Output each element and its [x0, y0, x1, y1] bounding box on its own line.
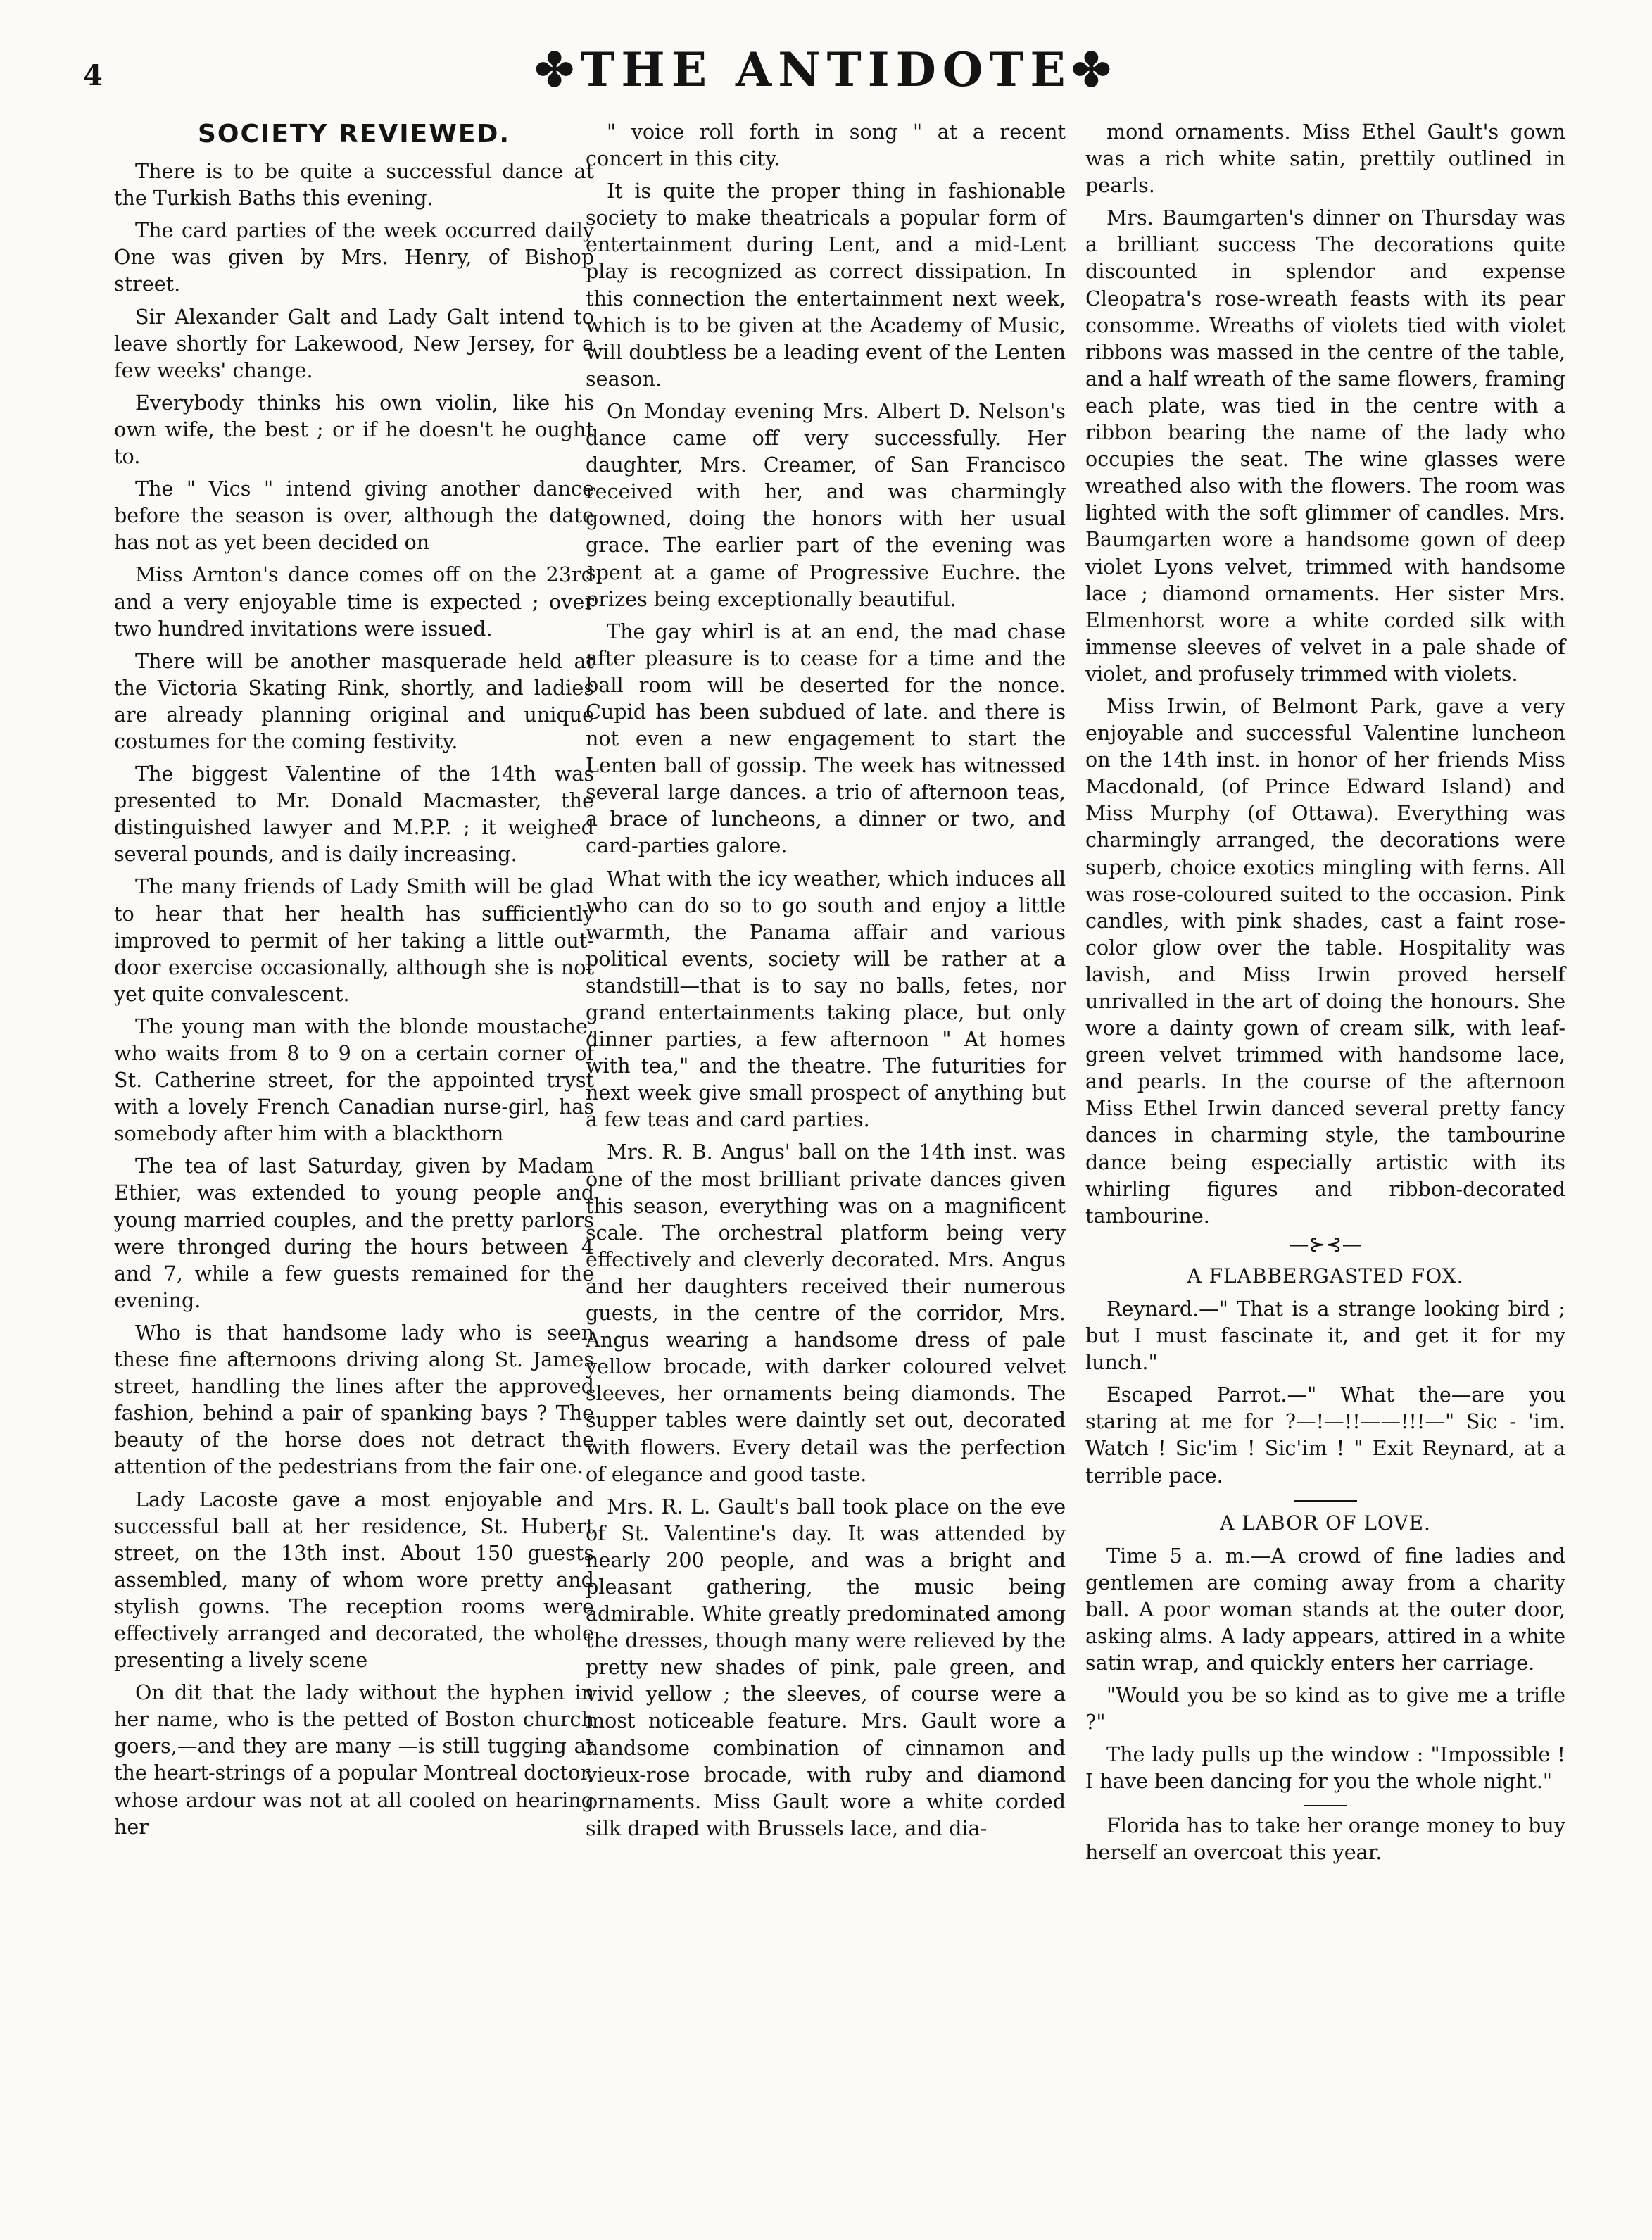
ornament-divider: —⊱⊰—: [1289, 1232, 1362, 1256]
closing-paragraph: Florida has to take her orange money to buy herself an overcoat this year.: [1085, 1813, 1565, 1864]
page-number: 4: [83, 59, 103, 92]
paragraph: It is quite the proper thing in fashionable society to make theatricals a popular form of entertainment during Lent, and a mid-Lent play is recognized as correct dissipation. In this connection the entertainment next week, which is to be given at the Academy of Music, will doubtless be a leading event of the Lenten season.: [586, 179, 1066, 391]
paragraph: mond ornaments. Miss Ethel Gault's gown was a rich white satin, prettily outlined in pearls.: [1085, 120, 1565, 198]
paragraph: " voice roll forth in song " at a recent concert in this city.: [586, 120, 1066, 171]
paragraph: The card parties of the week occurred daily One was given by Mrs. Henry, of Bishop street.: [114, 218, 594, 296]
paragraph: What with the icy weather, which induces all who can do so to go south and enjoy a little warmth, the Panama affair and various political events, society will be rather at a standstill—that is to say no balls, fetes, nor grand entertainments taking place, but only dinner parties, a few afternoon " At homes with tea," and the theatre. The futurities for next week give small prospect of anything but a few teas and card parties.: [586, 866, 1066, 1132]
paragraph: Time 5 a. m.—A crowd of fine ladies and gentlemen are coming away from a charity ball. A poor woman stands at the outer door, asking alms. A lady appears, attired in a white satin wrap, and quickly enters her carriage.: [1085, 1543, 1565, 1675]
paragraph: The lady pulls up the window : "Impossible ! I have been dancing for you the whole night.": [1085, 1742, 1565, 1794]
paragraph: Reynard.—" That is a strange looking bird ; but I must fascinate it, and get it for my lunch.": [1085, 1296, 1565, 1375]
column-3-body: [1085, 118, 1565, 1229]
column-2-body: [586, 118, 1066, 1842]
paragraph: "Would you be so kind as to give me a trifle ?": [1085, 1683, 1565, 1735]
paragraph: The many friends of Lady Smith will be glad to hear that her health has sufficiently improved to permit of her taking a little out-door exercise occasionally, although she is not yet quite convalescent.: [114, 874, 594, 1006]
paragraph: Miss Arnton's dance comes off on the 23rd and a very enjoyable time is expected ; over two hundred invitations were issued.: [114, 562, 594, 641]
paragraph: Who is that handsome lady who is seen these fine afternoons driving along St. James street, handling the lines after the approved fashion, behind a pair of spanking bays ? The beauty of the horse does not detract the attention of the pedestrians from the fair one.: [114, 1320, 594, 1479]
paragraph: The gay whirl is at an end, the mad chase after pleasure is to cease for a time and the ball room will be deserted for the nonce. Cupid has been subdued of late. and there is not even a new engagement to start the Lenten ball of gossip. The week has witnessed several large dances. a trio of afternoon teas, a brace of luncheons, a dinner or two, and card-parties galore.: [586, 619, 1066, 858]
paragraph: Mrs. R. B. Angus' ball on the 14th inst. was one of the most brilliant private dances given this season, everything was on a magnificent scale. The orchestral platform being very effectively and cleverly decorated. Mrs. Angus and her daughters received their numerous guests, in the centre of the corridor, Mrs. Angus wearing a handsome dress of pale yellow brocade, with darker coloured velvet sleeves, her ornaments being diamonds. The supper tables were daintly set out, decorated with flowers. Every detail was the perfection of elegance and good taste.: [586, 1140, 1066, 1486]
paragraph: The biggest Valentine of the 14th was presented to Mr. Donald Macmaster, the distinguished lawyer and M.P.P. ; it weighed several pounds, and is daily increasing.: [114, 762, 594, 867]
paragraph: Mrs. Baumgarten's dinner on Thursday was a brilliant success The decorations quite discounted in splendor and expense Cleopatra's rose-wreath feasts with its pear consomme. Wreaths of violets tied with violet ribbons was massed in the centre of the table, and a half wreath of the same flowers, framing each plate, was tied in the centre with a ribbon bearing the name of the lady who occupies the seat. The wine glasses were wreathed also with the flowers. The room was lighted with the soft glimmer of candles. Mrs. Baumgarten wore a handsome gown of deep violet Lyons velvet, trimmed with handsome lace ; diamond ornaments. Her sister Mrs. Elmenhorst wore a white corded silk with immense sleeves of velvet in a pale shade of violet, and profusely trimmed with violets.: [1085, 206, 1565, 686]
column-3: [1085, 118, 1565, 1865]
fox-body: [1085, 1295, 1565, 1489]
paragraph: The young man with the blonde moustache, who waits from 8 to 9 on a certain corner of St. Catherine street, for the appointed tryst with a lovely French Canadian nurse-girl, has somebody after him with a blackthorn: [114, 1014, 594, 1146]
labor-body: [1085, 1542, 1565, 1795]
labor-heading: A LABOR OF LOVE.: [1220, 1511, 1431, 1535]
column-2: [586, 118, 1066, 1847]
paragraph: Escaped Parrot.—" What the—are you staring at me for ?—!—!!——!!!—" Sic - 'im. Watch ! Sic'im ! Sic'im ! " Exit Reynard, at a terrible pace.: [1085, 1383, 1565, 1487]
paragraph: On dit that the lady without the hyphen in her name, who is the petted of Boston church goers,—and they are many —is still tugging at the heart-strings of a popular Montreal doctor, whose ardour was not at all cooled on hearing her: [114, 1680, 594, 1839]
paragraph: On Monday evening Mrs. Albert D. Nelson's dance came off very successfully. Her daughter, Mrs. Creamer, of San Francisco received with her, and was charmingly gowned, doing the honors with her usual grace. The earlier part of the evening was spent at a game of Progressive Euchre. the prizes being exceptionally beautiful.: [586, 398, 1066, 611]
paragraph: The tea of last Saturday, given by Madam Ethier, was extended to young people and young married couples, and the pretty parlors were thronged during the hours between 4 and 7, while a few guests remained for the evening.: [114, 1154, 594, 1312]
paragraph: The " Vics " intend giving another dance before the season is over, although the date has not as yet been decided on: [114, 477, 594, 555]
paragraph: Mrs. R. L. Gault's ball took place on the eve of St. Valentine's day. It was attended by nearly 200 people, and was a bright and pleasant gathering, the music being admirable. White greatly predominated among the dresses, though many were relieved by the pretty new shades of pink, pale green, and vivid yellow ; the sleeves, of course were a most noticeable feature. Mrs. Gault wore a handsome combination of cinnamon and vieux-rose brocade, with ruby and diamond ornaments. Miss Gault wore a white corded silk draped with Brussels lace, and dia-: [586, 1494, 1066, 1840]
section-heading: SOCIETY REVIEWED.: [197, 120, 511, 149]
paragraph: There is to be quite a successful dance at the Turkish Baths this evening.: [114, 159, 594, 210]
rule-divider: [1294, 1500, 1357, 1502]
fox-heading: A FLABBERGASTED FOX.: [1187, 1264, 1464, 1288]
paragraph: There will be another masquerade held at the Victoria Skating Rink, shortly, and ladies are already planning original and unique costumes for the coming festivity.: [114, 648, 594, 753]
rule-divider-short: [1304, 1805, 1347, 1806]
column-1: [114, 118, 594, 1846]
paragraph: Miss Irwin, of Belmont Park, gave a very enjoyable and successful Valentine luncheon on the 14th inst. in honor of her friends Miss Macdonald, (of Prince Edward Island) and Miss Murphy (of Ottawa). Everything was charmingly arranged, the decorations were superb, choice exotics mingling with ferns. All was rose-coloured suited to the occasion. Pink candles, with pink shades, cast a faint rose-color glow over the table. Hospitality was lavish, and Miss Irwin proved herself unrivalled in the art of doing the honours. She wore a dainty gown of cream silk, with leaf-green velvet trimmed with handsome lace, and pearls. In the course of the afternoon Miss Ethel Irwin danced several pretty fancy dances in charming style, the tambourine dance being especially artistic with its whirling figures and ribbon-decorated tambourine.: [1085, 693, 1565, 1228]
paragraph: Sir Alexander Galt and Lady Galt intend to leave shortly for Lakewood, New Jersey, for a few weeks' change.: [114, 304, 594, 382]
paragraph: Lady Lacoste gave a most enjoyable and successful ball at her residence, St. Hubert street, on the 13th inst. About 150 guests assembled, many of whom wore pretty and stylish gowns. The reception rooms were effectively arranged and decorated, the whole presenting a lively scene: [114, 1487, 594, 1673]
column-1-body: [114, 158, 594, 1840]
paragraph: Everybody thinks his own violin, like his own wife, the best ; or if he doesn't he ought to.: [114, 390, 594, 469]
masthead-title: ✤THE ANTIDOTE✤: [534, 42, 1118, 97]
